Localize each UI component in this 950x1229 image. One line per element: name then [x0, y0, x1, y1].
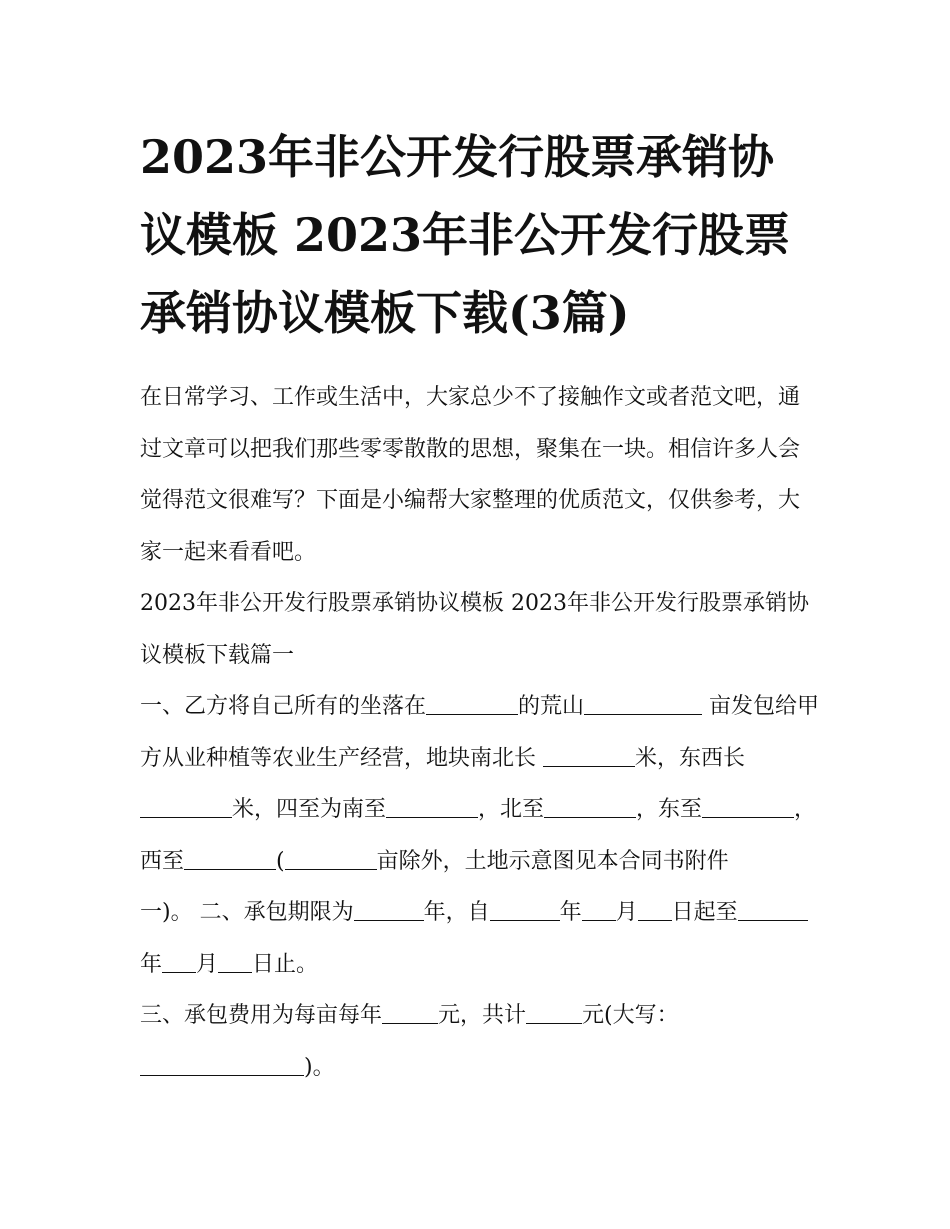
clause-text: 日止。 — [252, 951, 319, 977]
clause-text: 元(大写： — [582, 1003, 679, 1028]
clause-text: 日起至 — [671, 900, 738, 925]
clause-text: 年 — [559, 900, 582, 925]
clause-text: 三、承包费用为每亩每年 — [140, 1003, 383, 1028]
clause-text: 元，共计 — [438, 1003, 527, 1028]
section-heading: 2023年非公开发行股票承销协议模板 2023年非公开发行股票承销协议模板下载篇一 — [140, 591, 809, 668]
blank-term-years — [354, 898, 424, 921]
clause-one — [140, 681, 820, 887]
clause-text: 年 — [140, 951, 163, 977]
blank-excluded-area — [285, 847, 377, 870]
blank-start-year — [490, 898, 560, 921]
clause-text: ，北至 — [478, 797, 545, 822]
blank-east-boundary — [702, 795, 794, 818]
clause-text: 月 — [196, 951, 219, 977]
blank-area — [584, 692, 702, 715]
clause-text: )。 — [304, 1054, 335, 1080]
document-title: 2023年非公开发行股票承销协议模板 2023年非公开发行股票承销协议模板下载(3篇) — [140, 130, 791, 340]
blank-north-south-length — [543, 744, 635, 767]
clause-text: 一)。 二、承包期限为 — [140, 900, 354, 925]
clause-text: ( — [276, 848, 285, 874]
blank-location — [426, 692, 518, 715]
blank-end-day — [218, 950, 252, 973]
blank-east-west-length — [140, 795, 232, 818]
blank-start-month — [582, 898, 616, 921]
blank-fee-per-mu — [382, 1001, 438, 1024]
blank-north-boundary — [544, 795, 636, 818]
clause-text: 亩发包给甲方从业种植等农业生产经营，地块南北长 — [140, 694, 820, 771]
blank-south-boundary — [386, 795, 478, 818]
clause-text: 亩除外，土地示意图见本合同书附件 — [376, 848, 729, 874]
blank-west-boundary — [184, 847, 276, 870]
clause-text: 的荒山 — [518, 694, 585, 719]
intro-paragraph: 在日常学习、工作或生活中，大家总少不了接触作文或者范文吧，通过文章可以把我们那些零零散散的思想，聚集在一块。相信许多人会觉得范文很难写？下面是小编帮大家整理的优质范文，仅供参考，大家一起来看看吧。 — [140, 385, 801, 565]
document-body — [140, 372, 820, 1093]
blank-start-day — [638, 898, 672, 921]
clause-two — [140, 887, 820, 990]
clause-text: ，东至 — [636, 797, 703, 822]
blank-end-year — [738, 898, 808, 921]
document-page — [140, 118, 820, 1093]
clause-text: 一、乙方将自己所有的坐落在 — [140, 694, 427, 719]
clause-three — [140, 990, 820, 1093]
clause-text: 米，东西长 — [635, 745, 746, 771]
blank-fee-total — [526, 1001, 582, 1024]
blank-fee-in-words — [140, 1053, 304, 1076]
clause-text: 月 — [615, 900, 638, 925]
blank-end-month — [162, 950, 196, 973]
clause-text: ，西至 — [140, 797, 817, 874]
clause-text: 米，四至为南至 — [232, 797, 387, 822]
clause-text: 年，自 — [423, 900, 490, 925]
